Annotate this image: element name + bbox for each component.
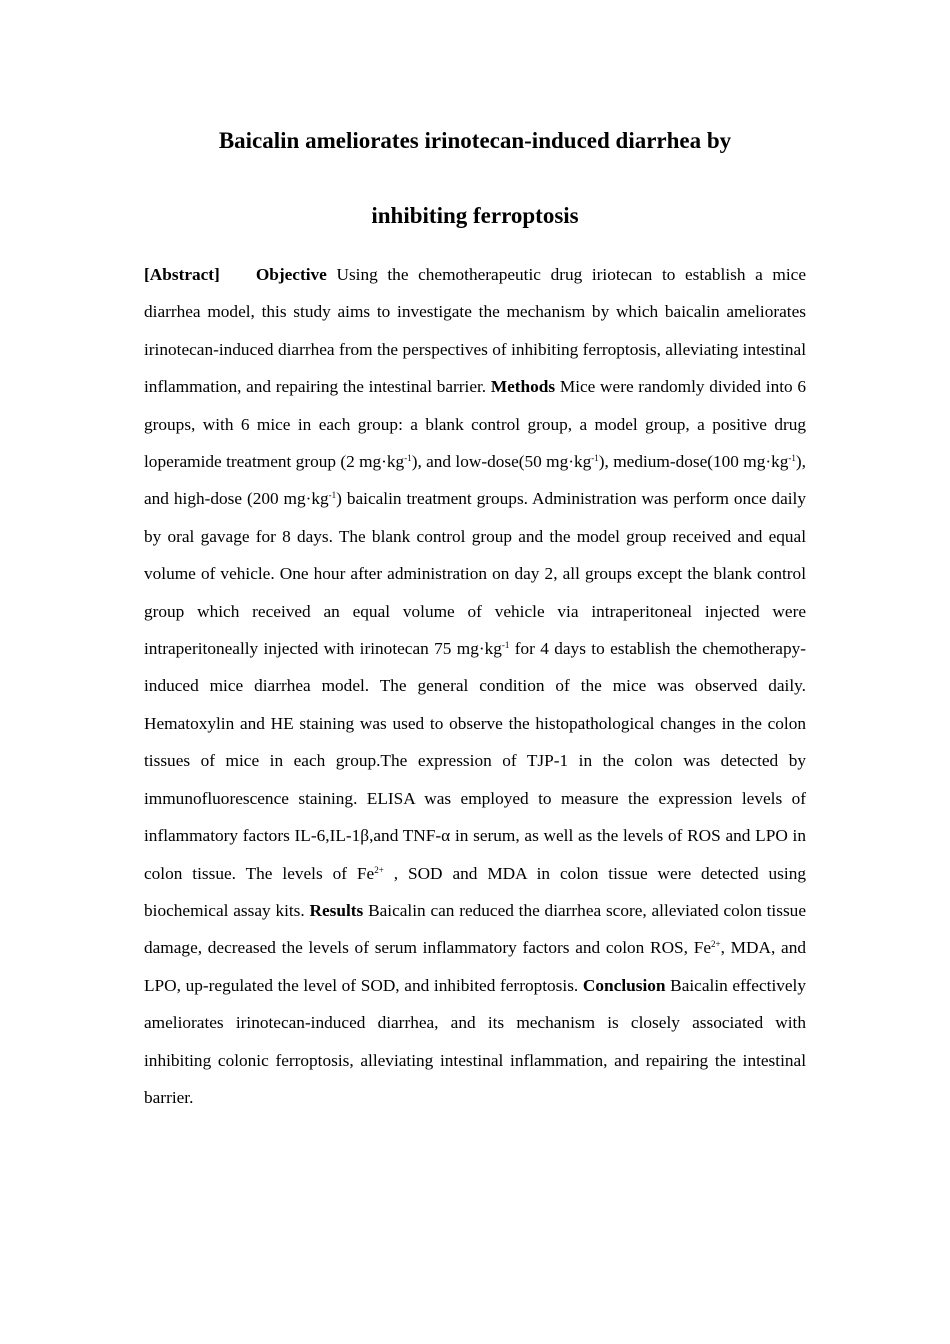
conclusion-text: Baicalin effectively ameliorates irinotecan-induced diarrhea, and its mechanism is closely associated with inhibiting colonic ferroptosis, alleviating intestinal inflammation, and repairing the intestinal barrier. — [144, 975, 806, 1107]
superscript: -1 — [591, 453, 599, 464]
superscript: -1 — [328, 490, 337, 501]
conclusion-label: Conclusion — [582, 975, 666, 995]
superscript: -1 — [404, 453, 412, 464]
methods-text: for 4 days to establish the chemotherapy-induced mice diarrhea model. The general condition of the mice was observed daily. Hematoxylin and HE staining was used to observe the histopathological changes in the colon tissues of mice in each group.The expression of TJP-1 in the colon was detected by immunofluorescence staining. ELISA was employed to measure the expression levels of inflammatory factors IL-6,IL-1β,and TNF-α in serum, as well as the levels of ROS and LPO in colon tissue. The levels of Fe — [144, 639, 806, 883]
objective-text: Using the chemotherapeutic drug iriotecan to establish a mice diarrhea model, this study aims to investigate the mechanism by which baicalin ameliorates irinotecan-induced diarrhea from the perspectives of inhibiting ferroptosis, alleviating intestinal inflammation, and repairing the intestinal barrier. — [144, 265, 806, 397]
methods-text: , SOD and MDA in colon tissue were detected using biochemical assay kits. — [144, 863, 806, 920]
results-label: Results — [309, 900, 364, 920]
methods-label: Methods — [490, 377, 556, 397]
methods-text: ), medium-dose(100 mg·kg — [598, 452, 789, 472]
superscript: -1 — [501, 640, 510, 651]
objective-label: Objective — [255, 265, 327, 284]
superscript: 2+ — [374, 864, 384, 875]
methods-text: ), and high-dose (200 mg·kg — [144, 452, 806, 509]
superscript: -1 — [788, 453, 796, 464]
results-text: , MDA, and LPO, up-regulated the level of SOD, and inhibited ferroptosis. — [144, 938, 806, 995]
methods-text: Mice were randomly divided into 6 groups, with 6 mice in each group: a blank control group, a model group, a positive drug loperamide treatment group (2 mg·kg — [144, 377, 806, 472]
methods-text: ) baicalin treatment groups. Administration was perform once daily by oral gavage for 8 days. The blank control group and the model group received and equal volume of vehicle. One hour after administration on day 2, all groups except the blank control group which received an equal volume of vehicle via intraperitoneal injected were intraperitoneally injected with irinotecan 75 mg·kg — [144, 489, 806, 659]
paper-title-line-1: Baicalin ameliorates irinotecan-induced diarrhea by — [218, 128, 732, 153]
abstract-paragraph — [144, 256, 806, 1116]
results-text: Baicalin can reduced the diarrhea score, alleviated colon tissue damage, decreased the levels of serum inflammatory factors and colon ROS, Fe — [144, 900, 806, 958]
paper-title-line-2: inhibiting ferroptosis — [371, 203, 579, 228]
methods-text: ), and low-dose(50 mg·kg — [411, 452, 592, 472]
abstract-tag: [Abstract] — [144, 265, 220, 284]
superscript: 2+ — [711, 939, 721, 950]
